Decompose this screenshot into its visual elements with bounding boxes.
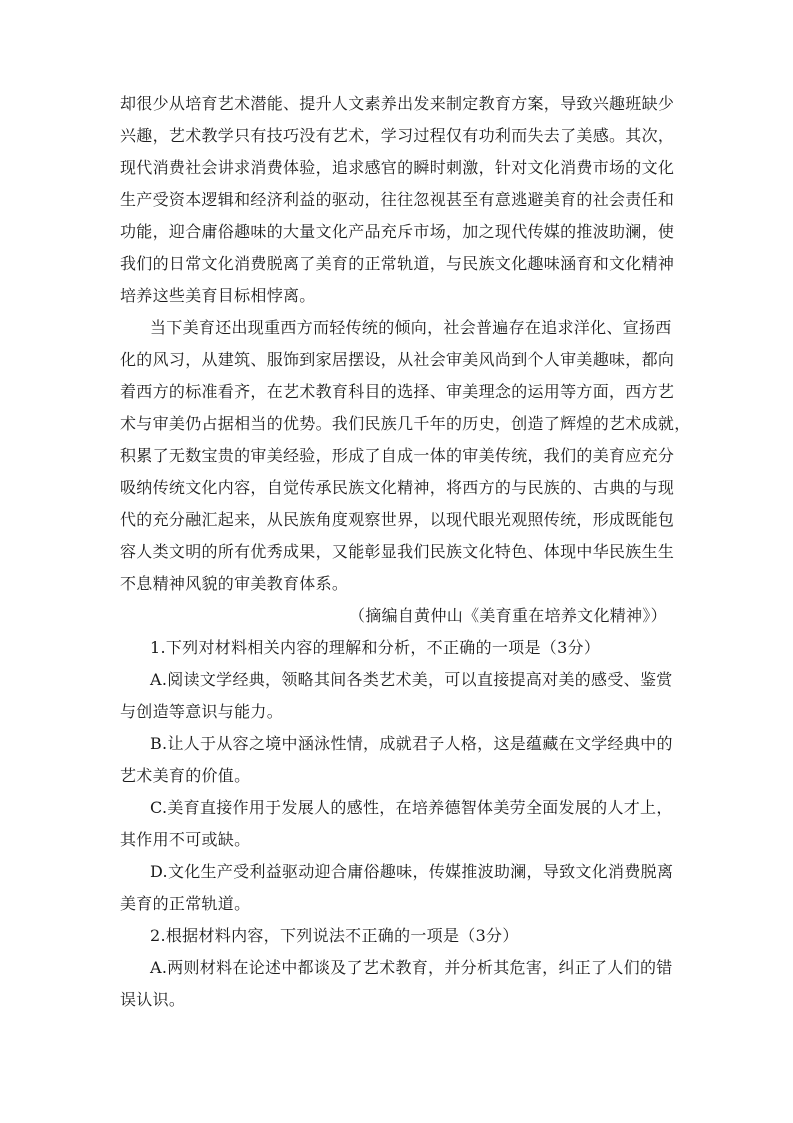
question-1 xyxy=(120,632,675,920)
text-line: 着西方的标准看齐，在艺术教育科目的选择、审美理念的运用等方面，西方艺 xyxy=(120,382,675,401)
text-line: 容人类文明的所有优秀成果，又能彰显我们民族文化特色、体现中华民族生生 xyxy=(120,542,675,561)
text-line: 化的风习，从建筑、服饰到家居摆设，从社会审美风尚到个人审美趣味，都向 xyxy=(120,350,675,369)
question-stem: 1.下列对材料相关内容的理解和分析，不正确的一项是（3分） xyxy=(150,638,601,657)
option-line: 其作用不可或缺。 xyxy=(120,830,251,849)
text-line: 积累了无数宝贵的审美经验，形成了自成一体的审美传统，我们的美育应充分 xyxy=(120,446,675,465)
text-line: 现代消费社会讲求消费体验，追求感官的瞬时刺激，针对文化消费市场的文化 xyxy=(120,158,675,177)
option-c xyxy=(120,792,675,856)
text-line: 吸纳传统文化内容，自觉传承民族文化精神，将西方的与民族的、古典的与现 xyxy=(120,478,675,497)
option-line: D.文化生产受利益驱动迎合庸俗趣味，传媒推波助澜，导致文化消费脱离 xyxy=(150,862,674,881)
question-2 xyxy=(120,920,675,1016)
text-line: 却很少从培育艺术潜能、提升人文素养出发来制定教育方案，导致兴趣班缺少 xyxy=(120,94,675,113)
option-line: 美育的正常轨道。 xyxy=(120,894,251,913)
option-line: A.阅读文学经典，领略其间各类艺术美，可以直接提高对美的感受、鉴赏 xyxy=(150,670,673,689)
paragraph-1 xyxy=(120,88,675,312)
document-page xyxy=(120,88,691,1016)
option-line: B.让人于从容之境中涵泳性情，成就君子人格，这是蕴藏在文学经典中的 xyxy=(150,734,673,753)
option-d xyxy=(120,856,675,920)
text-line: 生产受资本逻辑和经济利益的驱动，往往忽视甚至有意逃避美育的社会责任和 xyxy=(120,190,675,209)
text-line: 代的充分融汇起来，从民族角度观察世界，以现代眼光观照传统，形成既能包 xyxy=(120,510,675,529)
option-line: A.两则材料在论述中都谈及了艺术教育，并分析其危害，纠正了人们的错 xyxy=(150,958,673,977)
text-line: 我们的日常文化消费脱离了美育的正常轨道，与民族文化趣味涵育和文化精神 xyxy=(120,254,675,273)
option-b xyxy=(120,728,675,792)
text-line: 术与审美仍占据相当的优势。我们民族几千年的历史，创造了辉煌的艺术成就， xyxy=(120,414,691,433)
option-a xyxy=(120,664,675,728)
option-line: 与创造等意识与能力。 xyxy=(120,702,284,721)
text-line: 兴趣，艺术教学只有技巧没有艺术，学习过程仅有功利而失去了美感。其次， xyxy=(120,126,675,145)
option-a xyxy=(120,952,675,1016)
option-line: 误认识。 xyxy=(120,990,186,1009)
text-line: 培养这些美育目标相悖离。 xyxy=(120,286,316,305)
citation: （摘编自黄仲山《美育重在培养文化精神》） xyxy=(348,606,667,625)
text-line: 当下美育还出现重西方而轻传统的倾向，社会普遍存在追求洋化、宣扬西 xyxy=(150,318,672,337)
text-line: 功能，迎合庸俗趣味的大量文化产品充斥市场，加之现代传媒的推波助澜，使 xyxy=(120,222,675,241)
question-stem: 2.根据材料内容，下列说法不正确的一项是（3分） xyxy=(150,926,519,945)
option-line: C.美育直接作用于发展人的感性，在培养德智体美劳全面发展的人才上， xyxy=(150,798,673,817)
text-line: 不息精神风貌的审美教育体系。 xyxy=(120,574,349,593)
option-line: 艺术美育的价值。 xyxy=(120,766,251,785)
paragraph-2 xyxy=(120,312,691,600)
